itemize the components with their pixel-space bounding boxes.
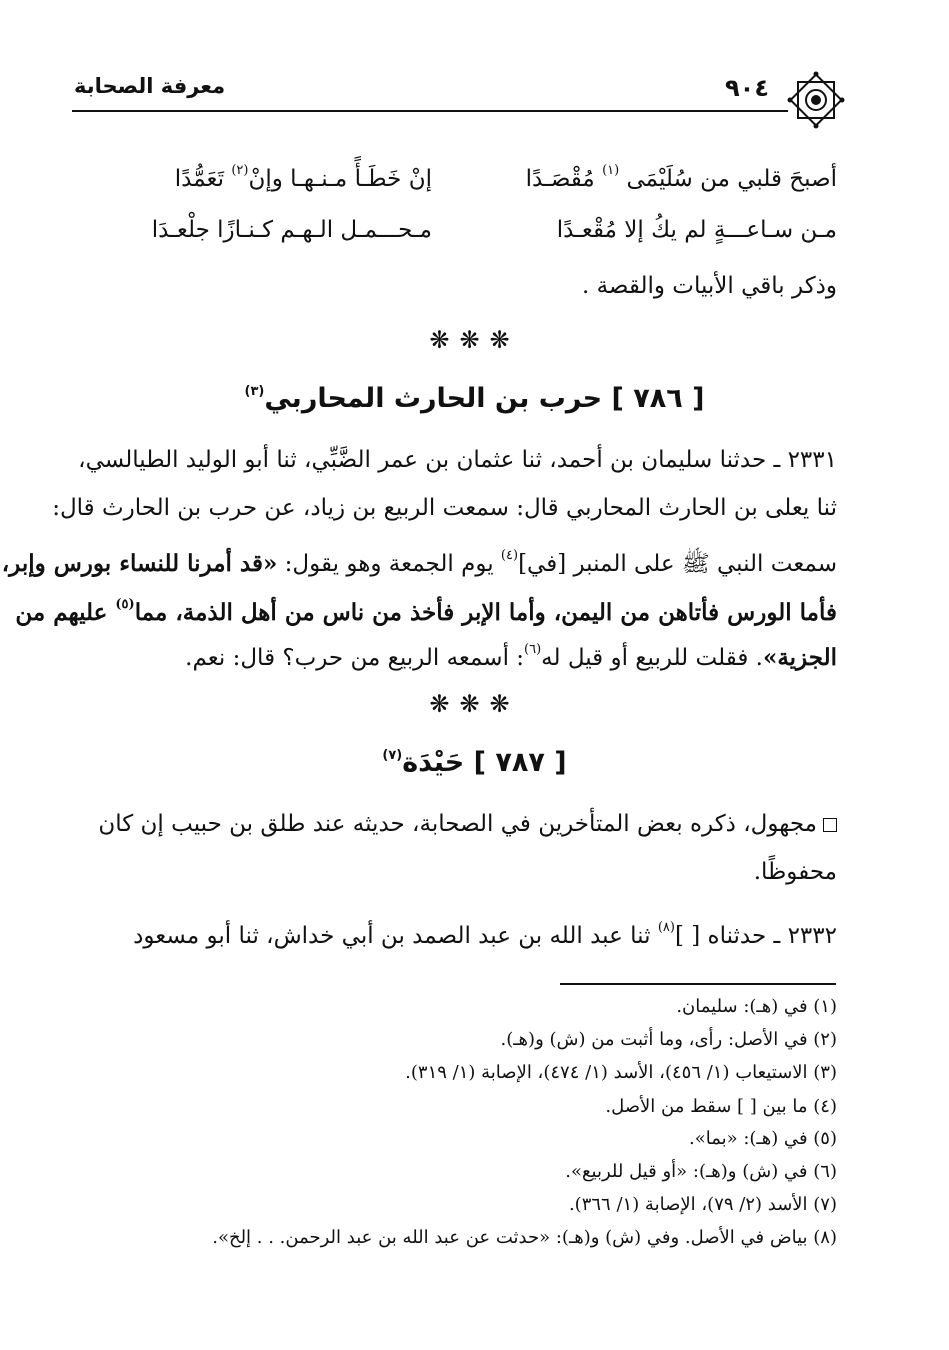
entry-786-line-2: ثنا يعلى بن الحارث المحاربي قال: سمعت الربيع بن زياد، عن حرب بن الحارث قال: <box>52 495 837 521</box>
footnote-rule <box>560 983 836 985</box>
section-separator: ❋❋❋ <box>429 690 520 718</box>
entry-786-line-4: فأما الورس فأتاهن من اليمن، وأما الإبر فأخذ من ناس من أهل الذمة، مما$^{(٥)}$ عليهم من <box>15 597 837 626</box>
header-rule <box>72 110 788 112</box>
footnote-3: (٣) الاستيعاب (١/ ٤٥٦)، الأسد (١/ ٤٧٤)، الإصابة (١/ ٣١٩). <box>405 1062 837 1083</box>
section-separator: ❋❋❋ <box>429 326 520 354</box>
footnote-4: (٤) ما بين [ ] سقط من الأصل. <box>605 1096 837 1117</box>
footnote-6: (٦) في (ش) و(هـ): «أو قيل للربيع». <box>565 1161 837 1182</box>
entry-787-line-3: ٢٣٣٢ ـ حدثناه [ ]$^{(٨)}$ ثنا عبد الله بن عبد الصمد بن أبي خداش، ثنا أبو مسعود <box>133 920 837 949</box>
page-ornament-icon <box>787 70 845 130</box>
footnote-1: (١) في (هـ): سليمان. <box>676 996 837 1017</box>
poem-verse-2-first-hemistich: مـن سـاعـــةٍ لم يكُ إلا مُقْعـدًا <box>556 217 837 243</box>
footnote-7: (٧) الأسد (٢/ ٧٩)، الإصابة (١/ ٣٦٦). <box>568 1194 837 1215</box>
running-title: معرفة الصحابة <box>74 74 226 98</box>
entry-786-line-1: ٢٣٣١ ـ حدثنا سليمان بن أحمد، ثنا عثمان بن عمر الضَّبِّي، ثنا أبو الوليد الطيالسي، <box>78 447 837 473</box>
entry-787-line-2: محفوظًا. <box>753 859 837 885</box>
entry-786-line-3: سمعت النبي ﷺ على المنبر [في]$^{(٤)}$ يوم الجمعة وهو يقول: «قد أمرنا للنساء بورس وإبر، <box>1 548 837 577</box>
footnote-2: (٢) في الأصل: رأى، وما أثبت من (ش) و(هـ). <box>500 1029 837 1050</box>
entry-786-line-5: الجزية». فقلت للربيع أو قيل له$^{(٦)}$: أسمعه الربيع من حرب؟ قال: نعم. <box>185 642 837 671</box>
poem-verse-1-second-hemistich: إنْ خَطَـأً مـنـهـا وإنْ$^{(٢)}$ تَعَمُّدًا <box>174 163 432 192</box>
entry-786-heading: [ ٧٨٦ ] حرب بن الحارث المحاربي$^{(٣)}$ <box>244 383 705 414</box>
poem-verse-1-first-hemistich: أصبحَ قلبي من سُلَيْمَى $^{(١)}$ مُقْصَـدًا <box>525 163 837 192</box>
page-number: ٩٠٤ <box>725 74 769 102</box>
poem-closing-note: وذكر باقي الأبيات والقصة . <box>581 273 837 299</box>
entry-787-heading: [ ٧٨٧ ] حَيْدَة$^{(٧)}$ <box>382 747 567 778</box>
entry-787-line-1: مجهول، ذكره بعض المتأخرين في الصحابة، حديثه عند طلق بن حبيب إن كان <box>76 806 837 842</box>
footnote-8: (٨) بياض في الأصل. وفي (ش) و(هـ): «حدثت عن عبد الله بن عبد الرحمن. . . إلخ». <box>212 1227 837 1248</box>
footnote-5: (٥) في (هـ): «بما». <box>688 1128 837 1149</box>
square-bullet-icon <box>823 818 837 832</box>
poem-verse-2-second-hemistich: مـحـــمـل الـهـم كـنـازًا جلْعـدَا <box>151 217 432 243</box>
